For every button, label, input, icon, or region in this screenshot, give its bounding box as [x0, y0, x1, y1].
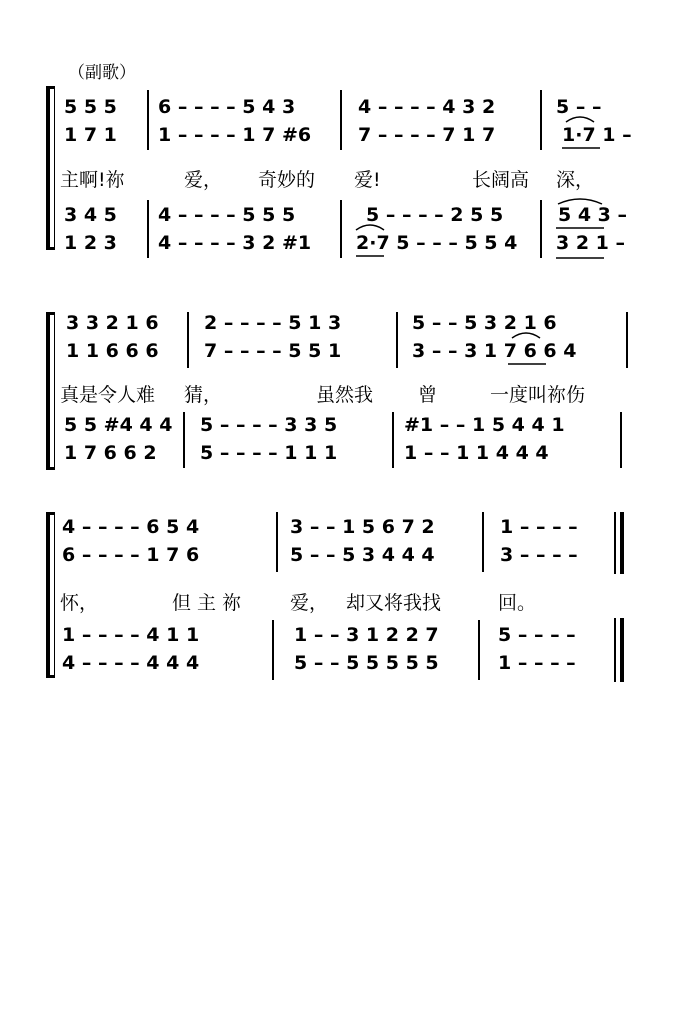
measure-notes: 3 3 2 1 6: [66, 312, 159, 334]
measure-notes: 1 7 6 6 2: [64, 442, 157, 464]
slur-mark: [558, 199, 602, 204]
lyric: 爱，: [290, 592, 329, 614]
slur-mark: [356, 225, 384, 230]
lyric: 怀，: [60, 592, 99, 614]
measure-notes: 1 2 3: [64, 232, 117, 254]
lyric: 却又将我找: [346, 592, 442, 614]
lyric: 爱!: [354, 169, 381, 191]
measure-notes: 4 – – – – 4 3 2: [358, 96, 496, 118]
slur-mark: [566, 117, 594, 122]
measure-notes: 3 – – – –: [500, 544, 578, 566]
measure-notes: 6 – – – – 5 4 3: [158, 96, 296, 118]
measure-notes: 3 4 5: [64, 204, 117, 226]
measure-notes: 5 – – 5 3 2 1 6: [412, 312, 557, 334]
measure-notes: 5 – – – – 1 1 1: [200, 442, 338, 464]
measure-notes: 1 – – – –: [500, 516, 578, 538]
measure-notes: 5 – – – – 3 3 5: [200, 414, 338, 436]
measure-notes: 1 – – – – 1 7 #6: [158, 124, 312, 146]
measure-notes: 1 – – – – 4 1 1: [62, 624, 200, 646]
measure-notes: 1 – – – –: [498, 652, 576, 674]
measure-notes: 3 2 1 –: [556, 232, 626, 254]
measure-notes: 5 5 #4 4 4: [64, 414, 173, 436]
lyric: 爱，: [184, 169, 223, 191]
measure-notes: 6 – – – – 1 7 6: [62, 544, 200, 566]
measure-notes: 5 4 3 –: [558, 204, 628, 226]
measure-notes: 2 – – – – 5 1 3: [204, 312, 342, 334]
measure-notes: 2·7 5 – – – 5 5 4: [356, 232, 518, 254]
measure-notes: 1·7 1 –: [562, 124, 632, 146]
measure-notes: 5 – – – –: [498, 624, 576, 646]
slur-mark: [512, 333, 540, 338]
measure-notes: 5 – – 5 5 5 5 5: [294, 652, 439, 674]
lyric: 猜，: [184, 384, 223, 406]
measure-notes: 1 1 6 6 6: [66, 340, 159, 362]
lyric: 曾: [418, 384, 438, 406]
lyric: 深，: [556, 169, 595, 191]
lyric: 但 主 祢: [172, 592, 242, 614]
measure-notes: 3 – – 1 5 6 7 2: [290, 516, 435, 538]
lyric: 一度叫祢伤: [490, 384, 586, 406]
lyric: 虽然我: [316, 384, 374, 406]
section-label: （副歌）: [68, 63, 136, 83]
measure-notes: 1 7 1: [64, 124, 117, 146]
lyric: 主啊!祢: [60, 169, 125, 191]
measure-notes: 5 – – 5 3 4 4 4: [290, 544, 435, 566]
lyric: 长阔高: [472, 169, 530, 191]
measure-notes: 5 – –: [556, 96, 602, 118]
measure-notes: 5 – – – – 2 5 5: [366, 204, 504, 226]
measure-notes: 4 – – – – 4 4 4: [62, 652, 200, 674]
measure-notes: #1 – – 1 5 4 4 1: [404, 414, 565, 436]
lyric: 真是令人难: [60, 384, 156, 406]
measure-notes: 5 5 5: [64, 96, 117, 118]
measure-notes: 1 – – 3 1 2 2 7: [294, 624, 439, 646]
lyric: 奇妙的: [258, 169, 316, 191]
measure-notes: 3 – – 3 1 7 6 6 4: [412, 340, 577, 362]
lyric: 回。: [498, 592, 537, 614]
measure-notes: 7 – – – – 5 5 1: [204, 340, 342, 362]
measure-notes: 4 – – – – 3 2 #1: [158, 232, 312, 254]
measure-notes: 4 – – – – 6 5 4: [62, 516, 200, 538]
measure-notes: 7 – – – – 7 1 7: [358, 124, 496, 146]
measure-notes: 4 – – – – 5 5 5: [158, 204, 296, 226]
measure-notes: 1 – – 1 1 4 4 4: [404, 442, 549, 464]
